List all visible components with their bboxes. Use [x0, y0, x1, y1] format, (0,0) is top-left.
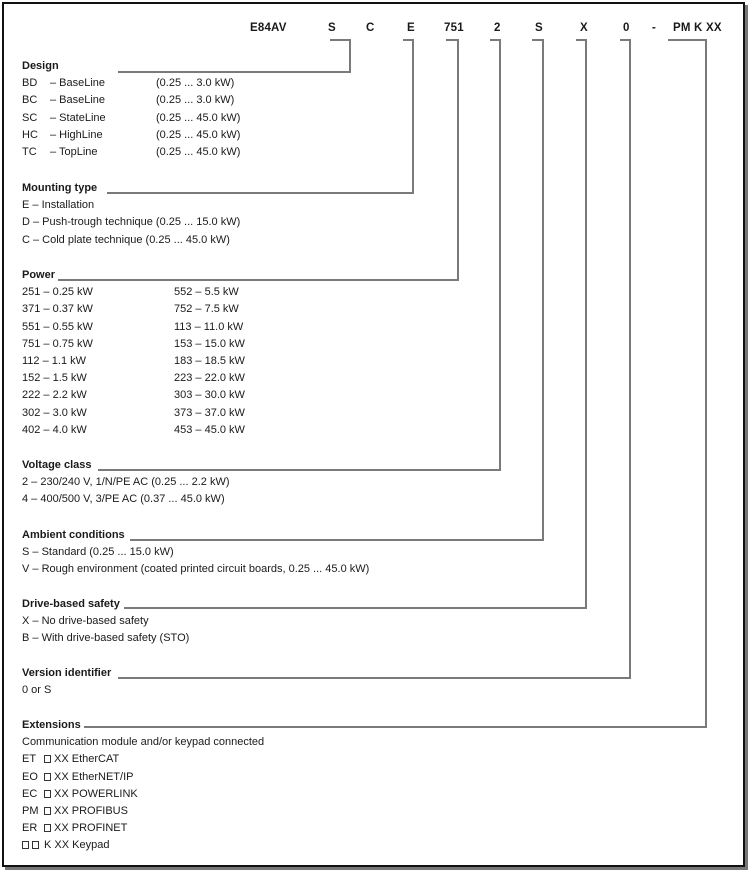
- section-voltage: [22, 457, 230, 509]
- code-part-safety: X: [580, 22, 588, 34]
- design-item: SC – StateLine (0.25 ... 45.0 kW): [22, 111, 241, 124]
- section-title-safety: Drive-based safety: [22, 598, 120, 610]
- section-mounting: [22, 180, 240, 249]
- version-item: 0 or S: [22, 684, 52, 697]
- power-row: 751 – 0.75 kW 153 – 15.0 kW: [22, 337, 245, 350]
- safety-item: B – With drive-based safety (STO): [22, 632, 190, 645]
- placeholder-box-icon: [44, 773, 51, 781]
- design-item: TC – TopLine (0.25 ... 45.0 kW): [22, 146, 241, 159]
- placeholder-box-icon: [44, 755, 51, 763]
- voltage-item: 4 – 400/500 V, 3/PE AC (0.37 ... 45.0 kW): [22, 493, 225, 506]
- extension-item-keypad: K XX Keypad: [22, 837, 264, 854]
- power-row: 112 – 1.1 kW 183 – 18.5 kW: [22, 355, 245, 368]
- power-row: 402 – 4.0 kW 453 – 45.0 kW: [22, 423, 245, 436]
- section-title-power: Power: [22, 269, 56, 281]
- ambient-item: V – Rough environment (coated printed circuit boards, 0.25 ... 45.0 kW): [22, 563, 370, 576]
- code-part-type: E84AV: [250, 22, 287, 34]
- section-title-extensions: Extensions: [22, 719, 81, 731]
- section-title-design: Design: [22, 60, 59, 72]
- mounting-item: E – Installation: [22, 199, 95, 212]
- mounting-item: C – Cold plate technique (0.25 ... 45.0 kW): [22, 233, 230, 246]
- section-design: [22, 58, 241, 161]
- code-part-dash: -: [652, 22, 657, 34]
- placeholder-box-icon: [44, 807, 51, 815]
- mounting-item: D – Push-trough technique (0.25 ... 15.0 kW): [22, 216, 241, 229]
- voltage-item: 2 – 230/240 V, 1/N/PE AC (0.25 ... 2.2 kW): [22, 476, 230, 489]
- design-item: BD – BaseLine (0.25 ... 3.0 kW): [22, 77, 235, 90]
- design-item: HC – HighLine (0.25 ... 45.0 kW): [22, 128, 241, 141]
- section-power: [22, 267, 245, 439]
- section-safety: [22, 596, 189, 648]
- placeholder-box-icon: [44, 824, 51, 832]
- section-title-version: Version identifier: [22, 667, 112, 679]
- ambient-item: S – Standard (0.25 ... 15.0 kW): [22, 546, 174, 559]
- code-part-power: 751: [444, 22, 464, 34]
- section-title-voltage: Voltage class: [22, 459, 92, 471]
- code-part-version: 0: [623, 22, 630, 34]
- extensions-intro: Communication module and/or keypad connected: [22, 736, 265, 749]
- power-row: 551 – 0.55 kW 113 – 11.0 kW: [22, 320, 244, 333]
- extension-item: EC XX POWERLINK: [22, 787, 138, 800]
- power-row: 152 – 1.5 kW 223 – 22.0 kW: [22, 372, 245, 385]
- power-row: 302 – 3.0 kW 373 – 37.0 kW: [22, 406, 245, 419]
- section-title-ambient: Ambient conditions: [22, 529, 125, 541]
- power-row: 222 – 2.2 kW 303 – 30.0 kW: [22, 389, 245, 402]
- section-extensions: [22, 717, 264, 855]
- placeholder-box-icon: [32, 841, 39, 849]
- extension-item: PM XX PROFIBUS: [22, 805, 128, 818]
- code-part-design-2: C: [366, 22, 375, 34]
- code-part-voltage: 2: [494, 22, 501, 34]
- extension-item: ET XX EtherCAT: [22, 753, 120, 766]
- code-part-design-1: S: [328, 22, 336, 34]
- code-part-extensions: PM K XX: [673, 22, 722, 34]
- design-item: BC – BaseLine (0.25 ... 3.0 kW): [22, 94, 235, 107]
- safety-item: X – No drive-based safety: [22, 615, 149, 628]
- placeholder-box-icon: [22, 841, 29, 849]
- power-row: 251 – 0.25 kW 552 – 5.5 kW: [22, 286, 239, 299]
- code-part-mounting: E: [407, 22, 415, 34]
- extension-item: ER XX PROFINET: [22, 822, 128, 835]
- extension-item: EO XX EtherNET/IP: [22, 770, 134, 783]
- section-title-mounting: Mounting type: [22, 182, 98, 194]
- placeholder-box-icon: [44, 790, 51, 798]
- section-ambient: [22, 527, 369, 579]
- code-part-ambient: S: [535, 22, 543, 34]
- power-row: 371 – 0.37 kW 752 – 7.5 kW: [22, 303, 239, 316]
- section-version: [22, 665, 111, 699]
